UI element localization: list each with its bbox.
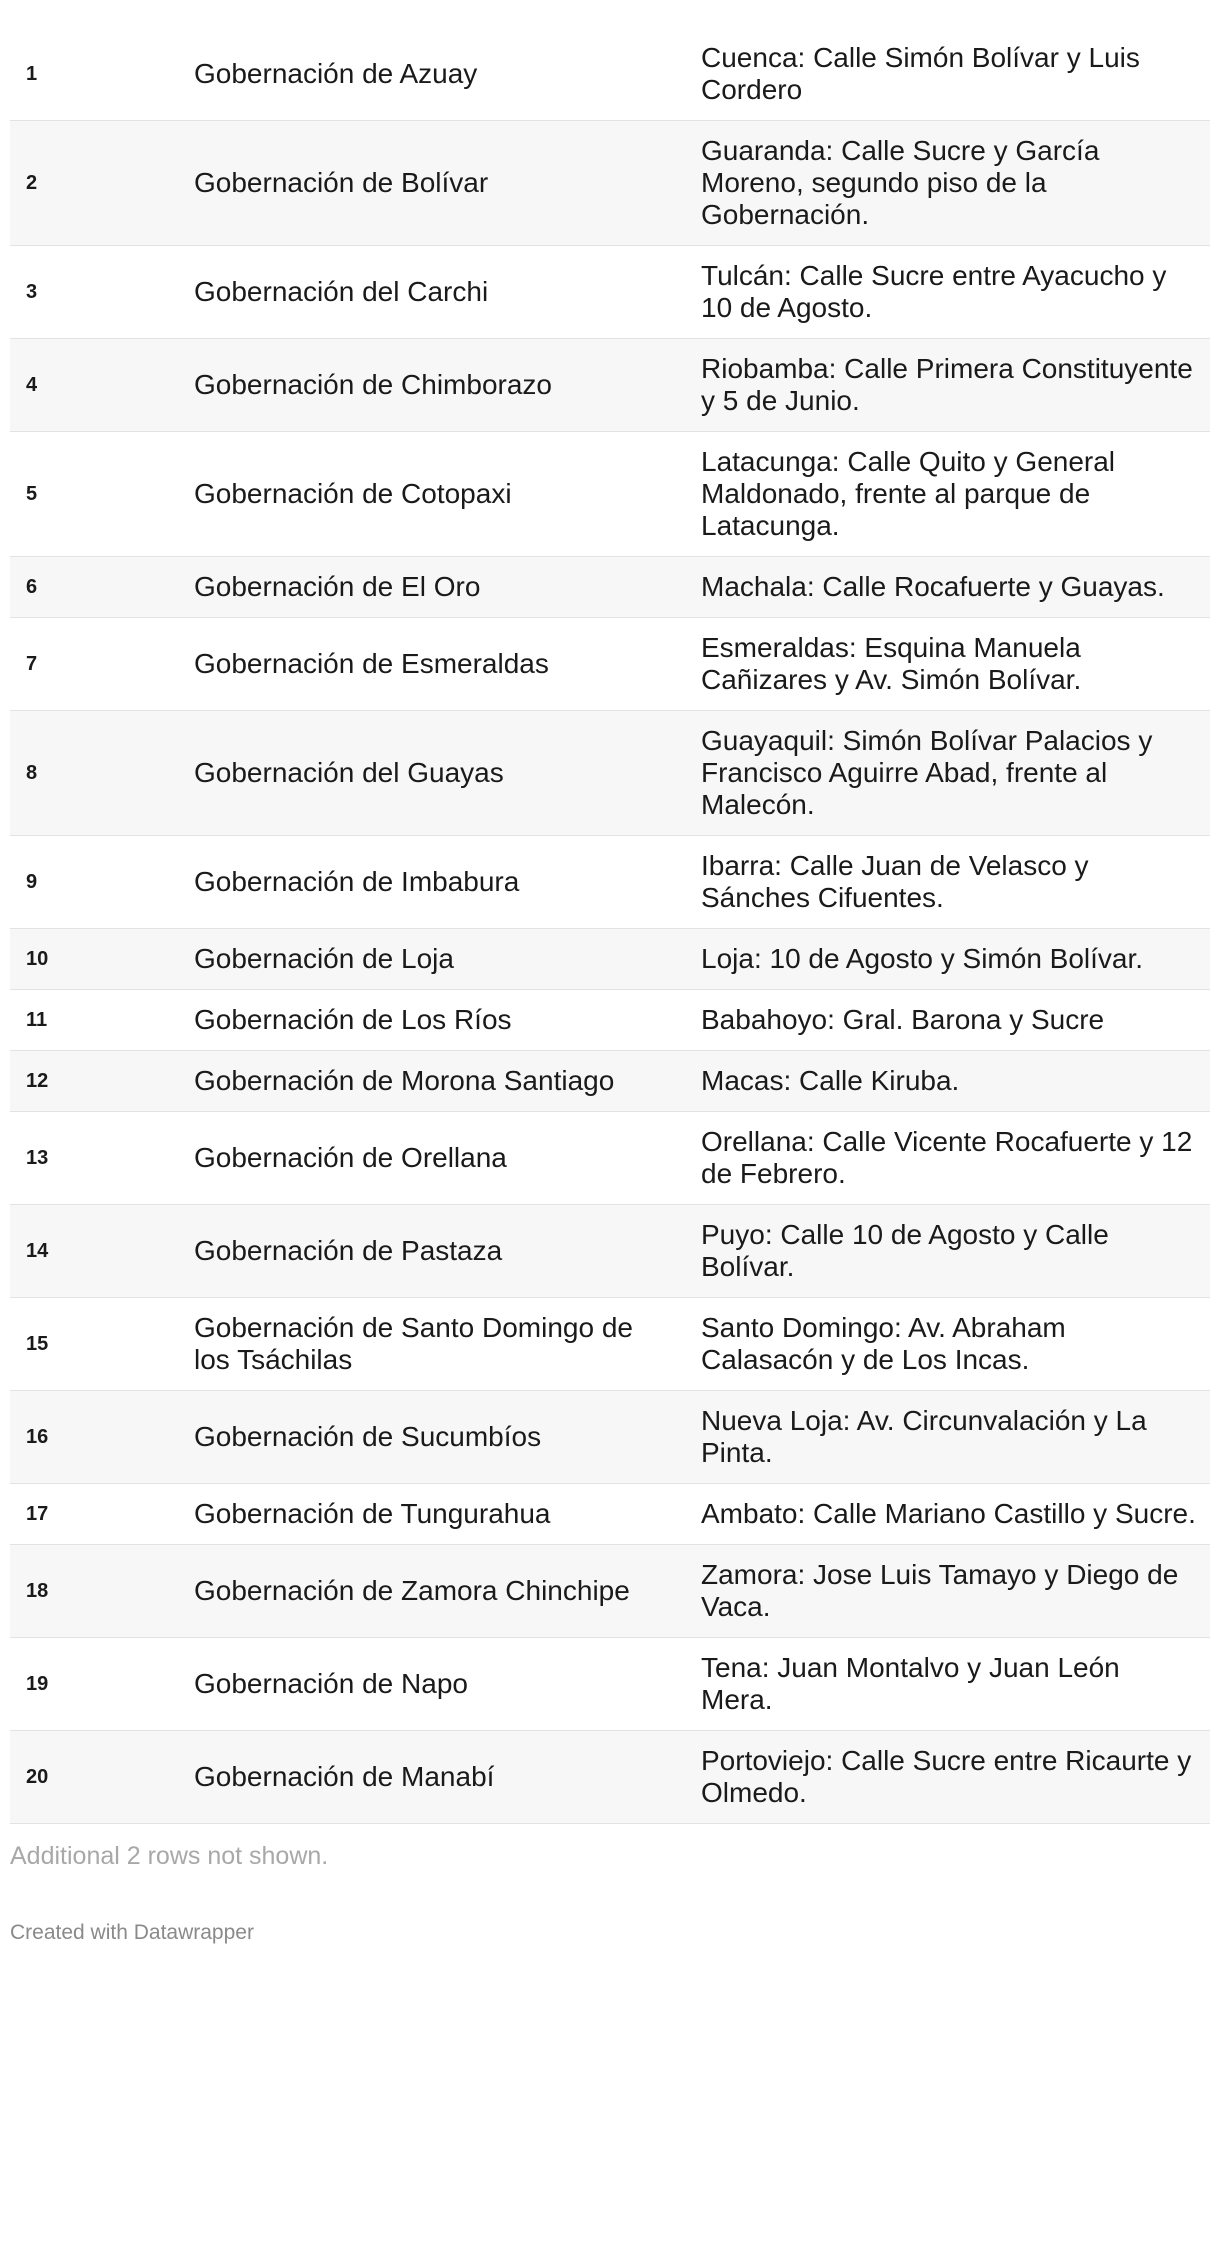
table-row [10,1484,1210,1545]
governorate-name: Gobernación de Cotopaxi [194,478,512,509]
governorate-name: Gobernación de Pastaza [194,1235,503,1266]
row-number: 13 [26,1146,49,1169]
governorate-name: Gobernación de Chimborazo [194,369,552,400]
governorate-name: Gobernación de Azuay [194,58,478,89]
governorate-address: Tena: Juan Montalvo y Juan León Mera. [701,1652,1120,1715]
table-row [10,618,1210,711]
row-number: 12 [26,1069,49,1092]
table-row [10,1051,1210,1112]
table-row [10,1112,1210,1205]
governorate-address: Esmeraldas: Esquina Manuela Cañizares y Av. Simón Bolívar. [701,632,1082,695]
table-row [10,1298,1210,1391]
governorate-address: Puyo: Calle 10 de Agosto y Calle Bolívar. [701,1219,1109,1282]
governorates-table [10,28,1210,1824]
governorate-name: Gobernación de Loja [194,943,454,974]
governorate-name: Gobernación de Orellana [194,1142,507,1173]
table-row [10,929,1210,990]
governorate-name: Gobernación de Tungurahua [194,1498,551,1529]
row-number: 2 [26,171,38,194]
rows-not-shown-note: Additional 2 rows not shown. [10,1842,329,1870]
governorate-name: Gobernación de Manabí [194,1761,495,1792]
table-row [10,990,1210,1051]
governorate-name: Gobernación del Carchi [194,276,489,307]
table-body [10,28,1210,1824]
table-row [10,1205,1210,1298]
table-row [10,557,1210,618]
governorate-address: Orellana: Calle Vicente Rocafuerte y 12 de Febrero. [701,1126,1193,1189]
governorate-address: Portoviejo: Calle Sucre entre Ricaurte y Olmedo. [701,1745,1192,1808]
governorate-address: Guayaquil: Simón Bolívar Palacios y Francisco Aguirre Abad, frente al Malecón. [701,725,1153,820]
table-row [10,28,1210,121]
governorate-name: Gobernación de Imbabura [194,866,520,897]
table-row [10,432,1210,557]
governorate-address: Ambato: Calle Mariano Castillo y Sucre. [701,1498,1196,1529]
governorate-address: Latacunga: Calle Quito y General Maldonado, frente al parque de Latacunga. [701,446,1116,541]
row-number: 20 [26,1765,49,1788]
row-number: 6 [26,575,38,598]
table-row [10,121,1210,246]
governorate-name: Gobernación de Esmeraldas [194,648,549,679]
governorate-address: Loja: 10 de Agosto y Simón Bolívar. [701,943,1144,974]
table-row [10,1731,1210,1824]
governorate-address: Zamora: Jose Luis Tamayo y Diego de Vaca. [701,1559,1179,1622]
governorate-address: Machala: Calle Rocafuerte y Guayas. [701,571,1165,602]
governorate-address: Babahoyo: Gral. Barona y Sucre [701,1004,1105,1035]
governorate-address: Santo Domingo: Av. Abraham Calasacón y de Los Incas. [701,1312,1066,1375]
governorate-name: Gobernación de Santo Domingo de los Tsáchilas [194,1312,633,1375]
row-number: 14 [26,1239,49,1262]
governorate-address: Tulcán: Calle Sucre entre Ayacucho y 10 de Agosto. [701,260,1167,323]
row-number: 11 [26,1008,48,1031]
table-row [10,836,1210,929]
governorate-name: Gobernación del Guayas [194,757,504,788]
table-row [10,1391,1210,1484]
governorate-name: Gobernación de Morona Santiago [194,1065,615,1096]
row-number: 3 [26,280,38,303]
row-number: 5 [26,482,38,505]
governorate-address: Cuenca: Calle Simón Bolívar y Luis Cordero [701,42,1140,105]
datawrapper-credit: Created with Datawrapper [10,1921,254,1944]
table-row [10,1545,1210,1638]
governorate-name: Gobernación de Los Ríos [194,1004,512,1035]
governorate-address: Riobamba: Calle Primera Constituyente y 5 de Junio. [701,353,1193,416]
table-row [10,246,1210,339]
row-number: 4 [26,373,38,396]
governorate-address: Guaranda: Calle Sucre y García Moreno, segundo piso de la Gobernación. [701,135,1100,230]
governorate-address: Ibarra: Calle Juan de Velasco y Sánches Cifuentes. [701,850,1089,913]
governorate-name: Gobernación de El Oro [194,571,481,602]
governorate-address: Nueva Loja: Av. Circunvalación y La Pinta. [701,1405,1147,1468]
table-row [10,711,1210,836]
governorate-name: Gobernación de Sucumbíos [194,1421,542,1452]
governorate-address: Macas: Calle Kiruba. [701,1065,960,1096]
row-number: 8 [26,761,38,784]
governorate-name: Gobernación de Napo [194,1668,468,1699]
row-number: 18 [26,1579,49,1602]
row-number: 7 [26,652,38,675]
row-number: 15 [26,1332,49,1355]
governorate-name: Gobernación de Zamora Chinchipe [194,1575,630,1606]
row-number: 16 [26,1425,49,1448]
row-number: 9 [26,870,38,893]
table-row [10,1638,1210,1731]
row-number: 1 [26,62,38,85]
row-number: 19 [26,1672,49,1695]
row-number: 10 [26,947,49,970]
row-number: 17 [26,1502,49,1525]
table-row [10,339,1210,432]
governorate-name: Gobernación de Bolívar [194,167,489,198]
